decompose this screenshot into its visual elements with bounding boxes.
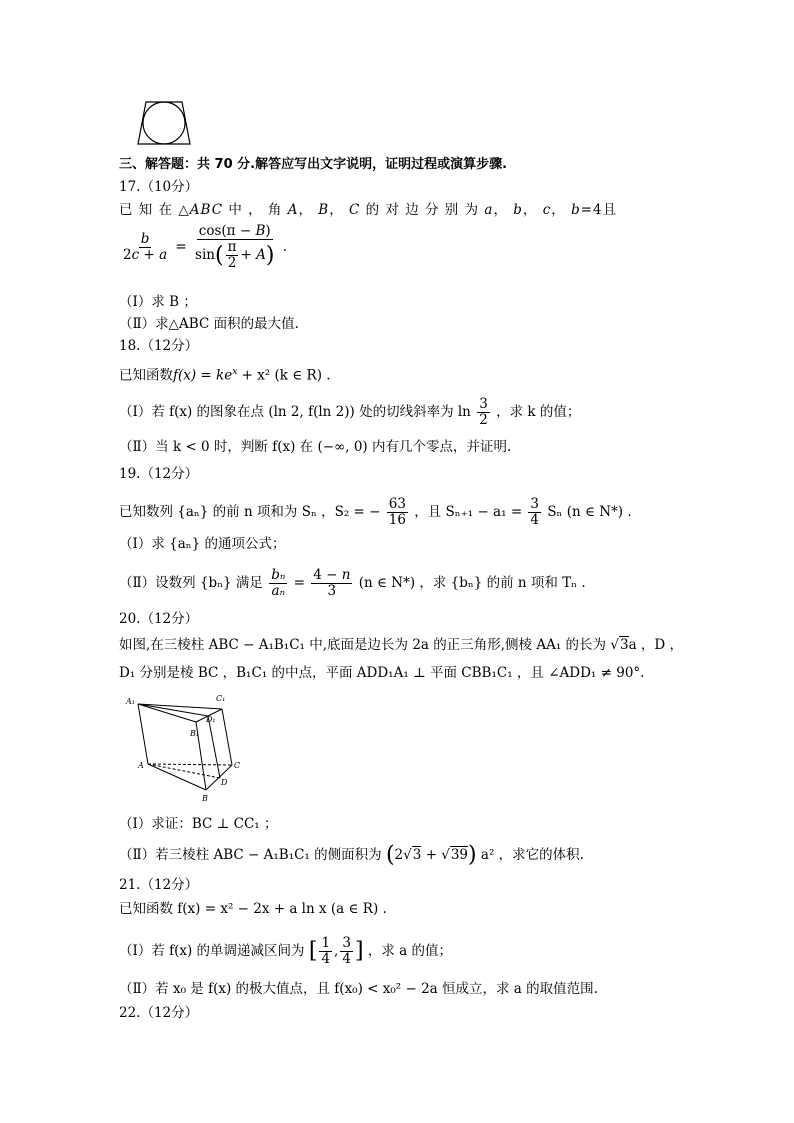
label-A1: A₁ [126,697,135,706]
q17-part1: （Ⅰ）求 B ； [119,294,197,310]
label-D1: D₁ [206,715,216,724]
q17-part2: （Ⅱ）求△ABC 面积的最大值. [119,316,299,332]
label-C: C [234,761,241,770]
q18-part2: （Ⅱ）当 k < 0 时，判断 f(x) 在 (−∞, 0) 内有几个零点，并证明. [119,439,512,455]
label-D: D [221,778,228,787]
section-header: 三、解答题：共 70 分.解答应写出文字说明，证明过程或演算步骤. [119,157,508,172]
q18-number: 18.（12分） [119,338,199,354]
label-B: B [202,794,208,803]
label-C1: C₁ [216,694,226,703]
q17-stem: 已 知 在 △ABC 中 ， 角 A， B， C 的 对 边 分 别 为 a， b， c， b=4且 [119,202,618,218]
q21-stem: 已知函数 f(x) = x² − 2x + a ln x (a ∈ R) . [119,901,387,917]
q22-number: 22.（12分） [119,1005,199,1021]
q18-stem: 已知函数$f(x) = ke^x + x^2$ (k ∈ R) . [119,367,331,384]
q21-number: 21.（12分） [119,877,199,893]
q20-number: 20.（12分） [119,611,199,627]
q17-condition: $\frac{b}{2c + a}$ = cos(π − B) sin( $\frac{\pi}{2}$ + A) . [123,223,287,271]
q20-line2: D₁ 分别是棱 BC ，B₁C₁ 的中点，平面 ADD₁A₁ ⊥ 平面 CBB₁C₁ ，且 ∠ADD₁ ≠ 90°. [119,665,645,681]
q21-part1: （Ⅰ）若 f(x) 的单调递减区间为 [ $\frac{1}{4}$ , $\frac{3}{4}$ ] ，求 a 的值； [119,935,452,967]
q18-part1: （Ⅰ）若 f(x) 的图象在点 (ln 2, f(ln 2)) 处的切线斜率为 ln $\frac{3}{2}$ ，求 k 的值； [119,396,581,428]
label-A: A [138,761,144,770]
q19-stem: 已知数列 {aₙ} 的前 n 项和为 Sₙ ，S₂ = − $\frac{63}{16}$ ，且 Sₙ₊₁ − a₁ = $\frac{3}{4}$ Sₙ (n ∈ N*) . [119,496,632,528]
q19-part1: （Ⅰ）求 {aₙ} 的通项公式； [119,536,286,552]
trapezoid-circle-figure [136,100,192,146]
q21-part2: （Ⅱ）若 x₀ 是 f(x) 的极大值点，且 f(x₀) < x₀² − 2a 恒成立，求 a 的取值范围. [119,981,598,997]
prism-figure [124,692,246,804]
q19-part2: （Ⅱ）设数列 {bₙ} 满足 $\frac{\text{bₙ}}{\text{aₙ}}$ = $\frac{4 - n}{3}$ (n ∈ N*) ，求 {bₙ} 的前 n 项和 Tₙ . [119,567,586,599]
q20-part2: （Ⅱ）若三棱柱 ABC − A₁B₁C₁ 的侧面积为 (2√3 + √39) a² ，求它的体积. [119,842,584,868]
q19-number: 19.（12分） [119,466,199,482]
q20-line1: 如图,在三棱柱 ABC − A₁B₁C₁ 中,底面是边长为 2a 的正三角形,侧棱 AA₁ 的长为 √3a ，D ， [119,637,684,653]
q20-part1: （Ⅰ）求证：BC ⊥ CC₁ ； [119,816,278,832]
label-B1: B₁ [190,729,200,738]
q17-number: 17.（10分） [119,179,199,195]
